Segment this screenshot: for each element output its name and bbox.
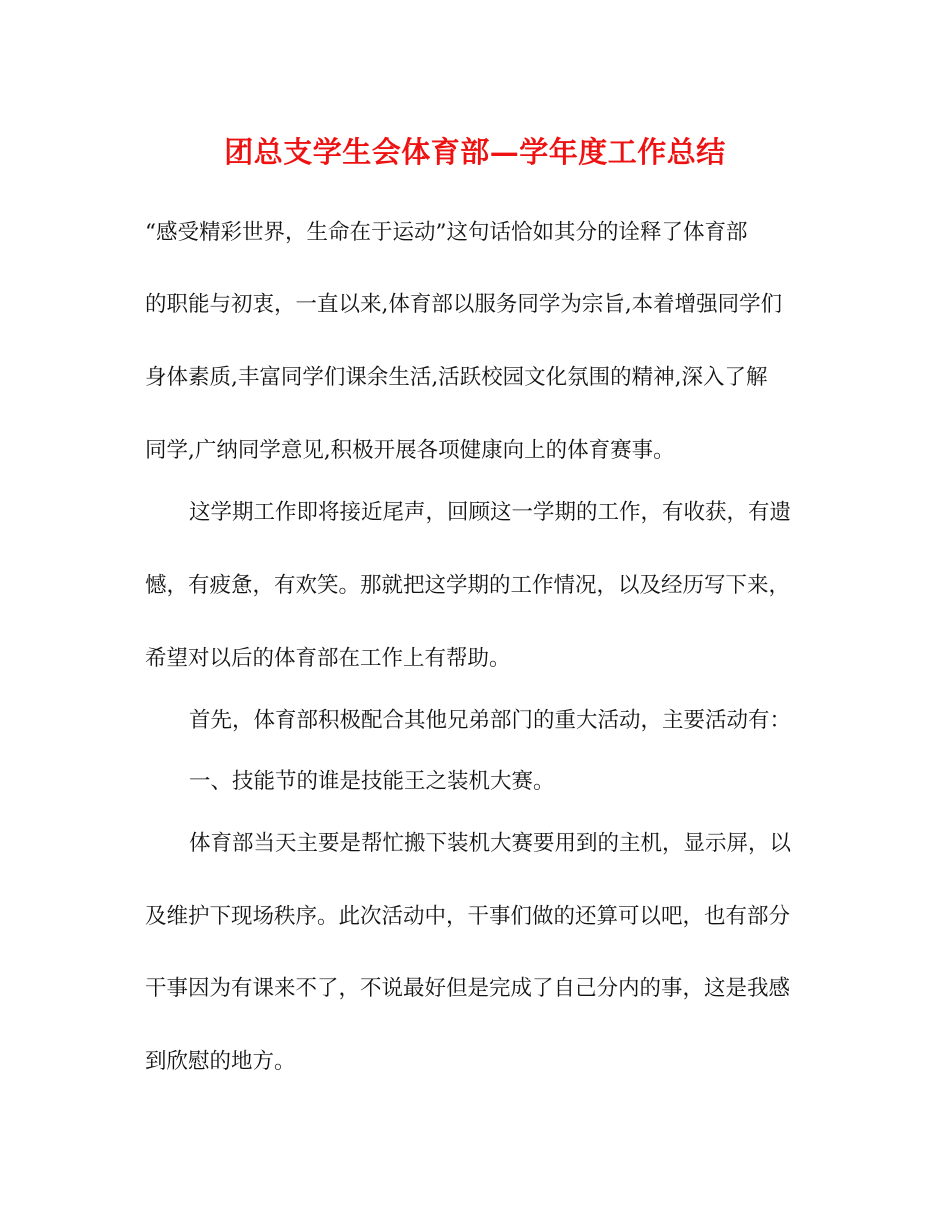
paragraph-line: 首先，体育部积极配合其他兄弟部门的重大活动，主要活动有： xyxy=(189,708,792,733)
paragraph-line: 身体素质,丰富同学们课余生活,活跃校园文化氛围的精神,深入了解 xyxy=(145,365,768,390)
paragraph-line: 干事因为有课来不了，不说最好但是完成了自己分内的事，这是我感 xyxy=(145,976,791,1001)
paragraph-line: 的职能与初衷，一直以来,体育部以服务同学为宗旨,本着增强同学们 xyxy=(145,292,783,317)
paragraph-line: 体育部当天主要是帮忙搬下装机大赛要用到的主机，显示屏，以 xyxy=(189,831,792,856)
paragraph-line: 到欣慰的地方。 xyxy=(145,1049,296,1074)
paragraph-line: “感受精彩世界，生命在于运动”这句话恰如其分的诠释了体育部 xyxy=(145,220,748,245)
section-heading: 一、技能节的谁是技能王之装机大赛。 xyxy=(189,769,555,794)
paragraph-line: 憾，有疲惫，有欢笑。那就把这学期的工作情况，以及经历写下来， xyxy=(145,573,791,598)
paragraph-line: 及维护下现场秩序。此次活动中，干事们做的还算可以吧，也有部分 xyxy=(145,904,791,929)
paragraph-line: 希望对以后的体育部在工作上有帮助。 xyxy=(145,646,511,671)
paragraph-line: 这学期工作即将接近尾声，回顾这一学期的工作，有收获，有遗 xyxy=(189,500,792,525)
document-title: 团总支学生会体育部—学年度工作总结 xyxy=(224,135,726,169)
paragraph-line: 同学,广纳同学意见,积极开展各项健康向上的体育赛事。 xyxy=(145,438,675,463)
